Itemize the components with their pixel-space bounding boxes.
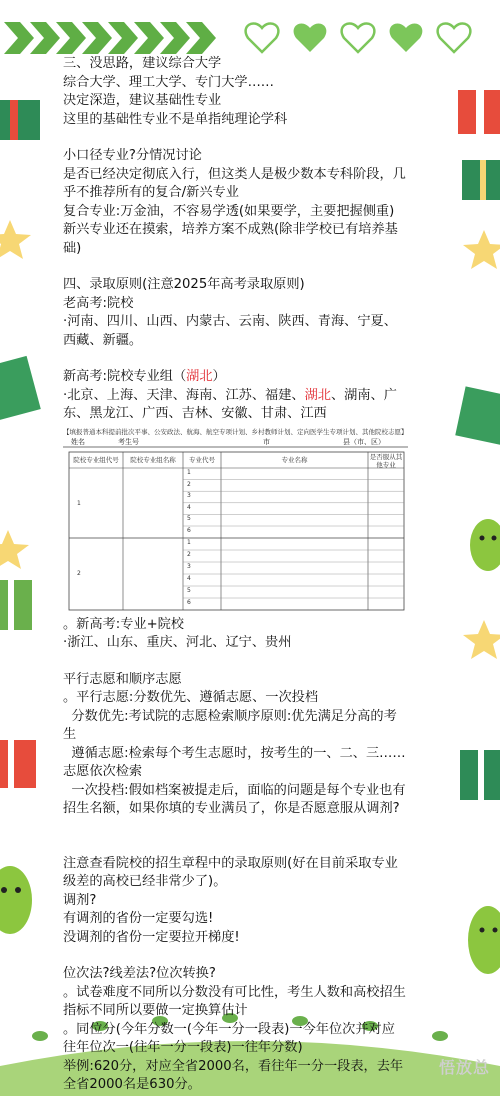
text-line: 。同位分(今年分数一(今年一分一段表)一今年位次并对应往年位次一(往年一分一段表)一往年分数) [63,1021,395,1055]
text-line: 复合专业:万金油，不容易学透(如果要学，主要把握侧重) [63,203,395,219]
text-line: 小口径专业?分情况讨论 [63,148,202,163]
row-number: 2 [187,480,191,488]
text-line: 。新高考:专业+院校 [63,616,184,632]
group-number: 2 [77,569,81,577]
right-side-decoration [440,60,500,990]
row-number: 5 [187,587,191,594]
spacer [63,653,408,671]
column-header: 是否服从其他专业 [369,452,403,469]
section-a [63,55,408,368]
left-side-decoration [0,60,60,990]
text-line: 这里的基础性专业不是单指纯理论学科 [63,111,288,127]
row-number: 4 [187,503,191,511]
star-icon [0,220,31,259]
gift-icon [455,386,500,444]
text-line: 一次投档:假如档案被提走后，面临的问题是每个专业也有招生名额，如果你填的专业满员了，你是否愿意服从调剂? [63,782,406,816]
star-icon [463,230,500,269]
column-header: 院校专业组代号 [73,455,119,464]
text-line: 没调剂的省份一定要拉开梯度! [63,929,240,945]
text-line: ·浙江、山东、重庆、河北、辽宁、贵州 [63,635,292,650]
text-line: 有调剂的省份一定要勾选! [63,911,214,926]
text-line: 平行志愿和顺序志愿 [63,671,182,687]
row-number: 1 [187,469,191,476]
text-line: 。试卷难度不同所以分数没有可比性，考生人数和高校招生指标不同所以要做一定换算估计 [63,984,406,1018]
star-icon [0,530,29,569]
text-line: 遵循志愿:检索每个考生志愿时，按考生的一、二、三……志愿依次检索 [63,745,406,779]
row-number: 6 [187,527,191,534]
column-header: 专业代号 [189,455,215,464]
spacer [63,350,408,368]
text-line: 注意查看院校的招生章程中的录取原则(好在目前采取专业级差的高校已经非常少了)。 [63,855,398,889]
new-exam-heading: 新高考:院校专业组（湖北） [63,369,226,384]
top-decoration [0,0,500,60]
row-number: 1 [187,539,191,546]
form-header: 【填报普通本科提前批次平事、公安政法、航海、航空专项计划、乡村教师计划、定向医学生专项计划、其他院校志愿】 [63,427,408,436]
spacer [63,258,408,276]
row-number: 6 [187,599,191,606]
name-label: 姓名 [71,437,85,446]
spacer [63,129,408,147]
text-line: 分数优先:考试院的志愿检索顺序原则:优先满足分高的考生 [63,708,397,742]
character-icon [470,519,500,571]
gift-icon [458,90,500,134]
city-label: 市 [263,437,270,446]
spacer [63,819,408,837]
gift-icon [0,740,36,788]
text-line: 四、录取原则(注意2025年高考录取原则) [63,277,305,292]
character-icon [468,906,500,974]
spacer [63,947,408,965]
text-line: ·河南、四川、山西、内蒙古、云南、陕西、青海、宁夏、西藏、新疆。 [63,314,397,348]
new-exam-provinces: ·北京、上海、天津、海南、江苏、福建、湖北、湖南、广东、黑龙江、广西、吉林、安徽、甘肃、江西 [63,387,397,421]
column-header: 专业名称 [281,455,308,464]
text-line: 综合大学、理工大学、专门大学…… [63,74,274,90]
text-line: 位次法?线差法?位次转换? [63,966,216,981]
gift-icon [0,100,40,140]
text-line: 老高考:院校 [63,295,134,311]
text-line: 调剂? [63,892,97,908]
watermark: 悟放总 [438,1058,490,1077]
row-number: 4 [187,575,191,582]
row-number: 3 [187,492,191,500]
row-number: 5 [187,515,191,523]
character-icon [0,866,32,934]
text-line: 举例:620分，对应全省2000名，看往年一分一段表，去年全省2000名是630分。 [63,1058,404,1092]
application-form-image [63,428,408,613]
text-line: 三、没思路，建议综合大学 [63,56,222,71]
gift-icon [0,356,41,421]
text-line: 。平行志愿:分数优先、遵循志愿、一次投档 [63,690,319,705]
gift-icon [460,750,500,800]
gift-icon [0,580,32,630]
row-number: 3 [187,563,191,570]
star-icon [463,620,500,659]
row-number: 2 [187,551,191,558]
document-content [63,55,408,1095]
spacer [63,837,408,855]
group-number: 1 [77,499,81,507]
section-b [63,616,408,1095]
column-header: 院校专业组名称 [130,455,176,464]
exam-no-label: 考生号 [118,437,139,446]
gift-icon [462,160,500,200]
text-line: 新兴专业还在摸索，培养方案不成熟(除非学校已有培养基础) [63,222,398,256]
text-line: 是否已经决定彻底入行，但这类人是极少数本专科阶段，几乎不推荐所有的复合/新兴专业 [63,166,406,200]
county-label: 县（市、区） [343,437,385,446]
text-line: 决定深造，建议基础性专业 [63,93,222,108]
